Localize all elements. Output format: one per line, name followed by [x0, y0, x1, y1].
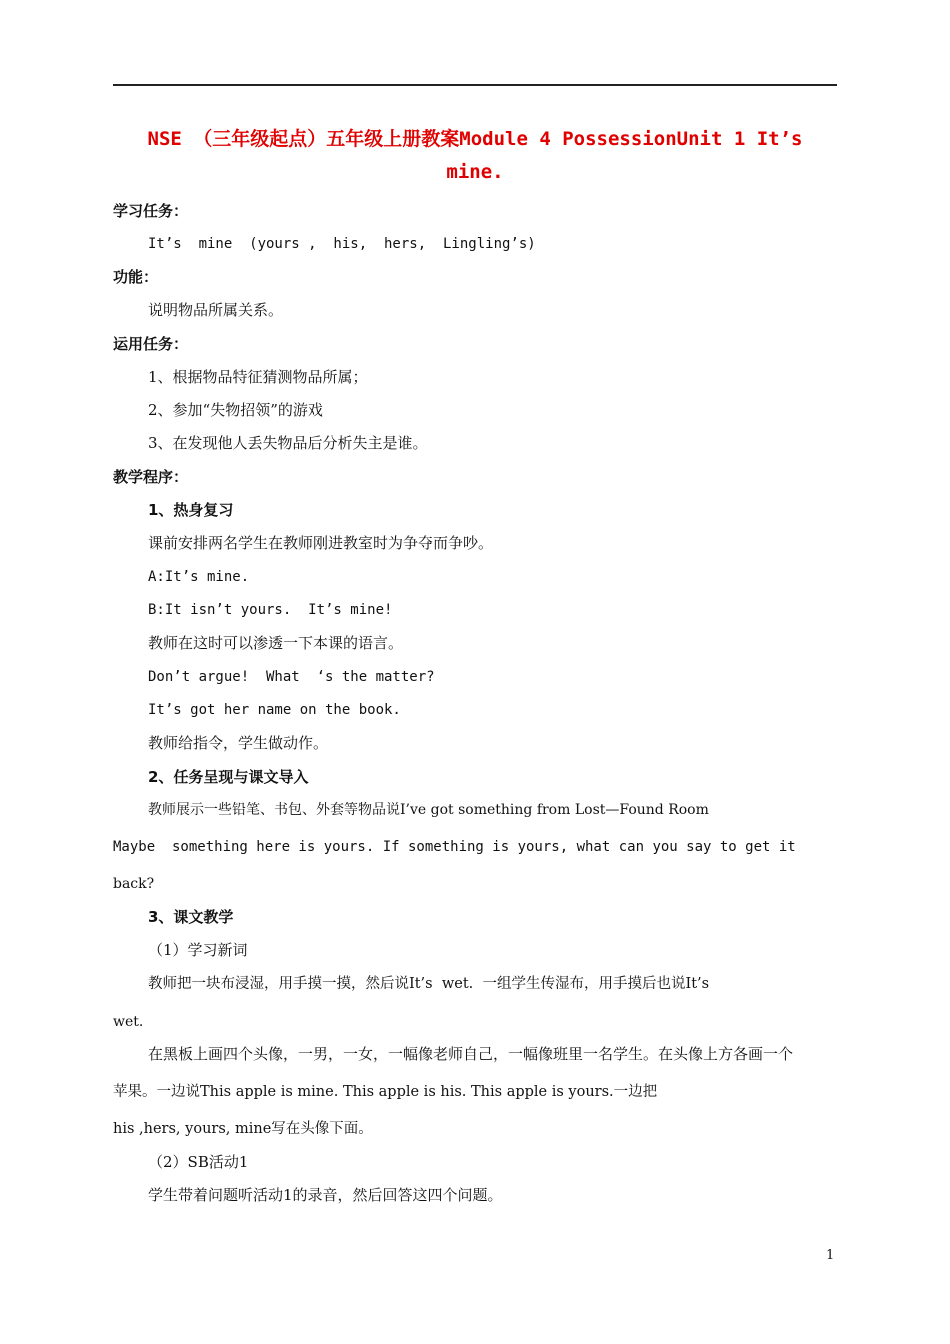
use-item: 1、根据物品特征猜测物品所属；	[148, 368, 368, 386]
step1-line: 教师在这时可以渗透一下本课的语言。	[148, 634, 404, 652]
step1-line: A:It’s mine.	[148, 569, 250, 585]
step3-subheading: （1）学习新词	[148, 941, 248, 959]
step1-line: 课前安排两名学生在教师刚进教室时为争夺而争吵。	[148, 534, 494, 552]
function-text: 说明物品所属关系。	[148, 301, 284, 319]
step2-paragraph-line: back?	[113, 876, 155, 892]
task-text: It’s mine (yours , his, hers, Lingling’s)	[148, 236, 536, 252]
header-rule	[113, 84, 837, 86]
document-title: NSE （三年级起点）五年级上册教案Module 4 PossessionUnit 1 It’s	[147, 128, 803, 150]
step3-paragraph-line: his ,hers, yours, mine写在头像下面。	[113, 1121, 373, 1137]
step2-paragraph-line: Maybe something here is yours. If something is yours, what can you say to get it	[113, 839, 796, 855]
step1-line: It’s got her name on the book.	[148, 702, 401, 718]
procedure-heading: 教学程序：	[113, 468, 189, 486]
document-title-continued: mine.	[446, 161, 504, 183]
page-number: 1	[826, 1248, 835, 1263]
use-heading: 运用任务：	[113, 335, 189, 353]
step1-heading: 1、热身复习	[148, 501, 234, 519]
step1-line: 教师给指令，学生做动作。	[148, 734, 329, 752]
function-heading: 功能：	[113, 268, 159, 286]
step1-line: B:It isn’t yours. It’s mine!	[148, 602, 393, 618]
step3-subheading: （2）SB活动1	[148, 1153, 249, 1171]
use-item: 2、参加“失物招领”的游戏	[148, 401, 323, 419]
step3-paragraph-line: 在黑板上画四个头像，一男，一女，一幅像老师自己，一幅像班里一名学生。在头像上方各画一个	[148, 1045, 794, 1063]
step1-line: Don’t argue! What ‘s the matter?	[148, 669, 435, 685]
step3-paragraph-line: 教师把一块布浸湿，用手摸一摸，然后说It’s wet. 一组学生传湿布，用手摸后也说It’s	[148, 976, 710, 992]
step3-heading: 3、课文教学	[148, 908, 234, 926]
step3-paragraph-line: 苹果。一边说This apple is mine. This apple is his. This apple is yours.一边把	[113, 1084, 658, 1100]
step3-paragraph-line: wet.	[113, 1014, 144, 1030]
step2-paragraph-line: 教师展示一些铅笔、书包、外套等物品说I’ve got something from Lost—Found Room	[148, 802, 709, 818]
use-item: 3、在发现他人丢失物品后分析失主是谁。	[148, 434, 428, 452]
step3-paragraph-line: 学生带着问题听活动1的录音，然后回答这四个问题。	[148, 1186, 503, 1204]
step2-heading: 2、任务呈现与课文导入	[148, 768, 309, 786]
task-heading: 学习任务：	[113, 202, 189, 220]
